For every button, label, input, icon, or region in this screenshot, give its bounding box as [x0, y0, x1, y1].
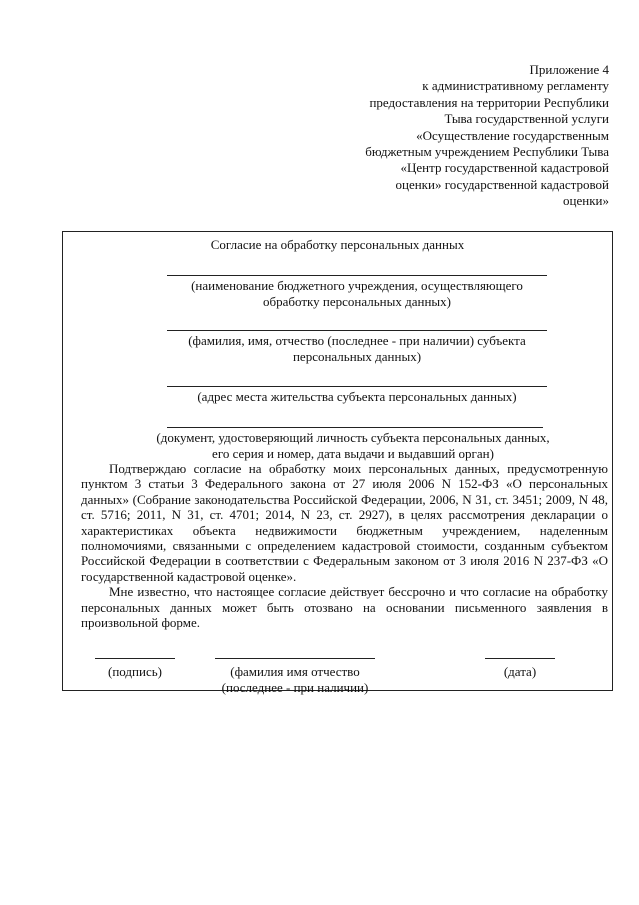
appendix-line: к административному регламенту [422, 78, 609, 94]
name-label: (фамилия имя отчество [230, 664, 360, 679]
field-caption: обработку персональных данных) [263, 293, 451, 309]
fill-in-line [167, 275, 547, 276]
institution-name-field[interactable] [167, 275, 547, 309]
appendix-line: Тыва государственной услуги [444, 111, 609, 127]
field-caption: персональных данных) [292, 348, 422, 364]
fill-in-line [167, 330, 547, 331]
fill-in-line [167, 427, 543, 428]
form-title: Согласие на обработку персональных данных [210, 237, 465, 252]
fill-in-line [95, 658, 175, 659]
appendix-line: оценки» [563, 193, 609, 209]
consent-text [81, 461, 608, 630]
consent-paragraph: Подтверждаю согласие на обработку моих персональных данных, предусмотренную пунктом 3 статьи 3 Федерального закона от 27 июля 2006 N 152-ФЗ «О персональных данных» (Собрание законодательства Российской Федерации, 2006, N 31, ст. 3451; 2009, N 48, ст. 5716; 2011, N 31, ст. 4701; 2014, N 23, ст. 2927), в целях рассмотрения декларации о характеристиках объекта недвижимости бюджетным учреждением, наделенным полномочиями, связанными с определением кадастровой стоимости, созданным субъектом Российской Федерации в соответствии с Федеральным законом от 3 июля 2016 N 237-ФЗ «О государственной кадастровой оценке». [81, 461, 608, 584]
appendix-line: «Центр государственной кадастровой [400, 160, 609, 176]
signature-label: (подпись) [108, 664, 162, 679]
appendix-line: бюджетным учреждением Республики Тыва [365, 144, 609, 160]
field-caption: (адрес места жительства субъекта персональных данных) [197, 389, 517, 404]
identity-document-field[interactable] [153, 427, 553, 461]
fill-in-line [215, 658, 375, 659]
fill-in-line [485, 658, 555, 659]
appendix-header [309, 62, 609, 210]
subject-name-field[interactable] [167, 330, 547, 364]
subject-address-field[interactable] [167, 386, 547, 405]
signer-name-field[interactable] [215, 658, 375, 696]
field-caption: (фамилия, имя, отчество (последнее - при наличии) субъекта [188, 333, 526, 348]
appendix-line: оценки» государственной кадастровой [395, 176, 609, 192]
appendix-line: Приложение 4 [529, 62, 609, 77]
appendix-line: «Осуществление государственным [416, 127, 609, 143]
field-caption: (документ, удостоверяющий личность субъекта персональных данных, [156, 430, 550, 445]
name-label-note: (последнее - при наличии) [221, 680, 369, 695]
date-field[interactable] [485, 658, 555, 680]
revocation-paragraph: Мне известно, что настоящее согласие действует бессрочно и что согласие на обработку персональных данных может быть отозвано на основании письменного заявления в произвольной форме. [81, 584, 608, 631]
date-label: (дата) [503, 664, 537, 679]
fill-in-line [167, 386, 547, 387]
field-caption: (наименование бюджетного учреждения, осуществляющего [191, 278, 523, 293]
signature-field[interactable] [95, 658, 175, 680]
field-caption: его серия и номер, дата выдачи и выдавший орган) [212, 445, 494, 461]
consent-form-frame [62, 231, 613, 695]
appendix-line: предоставления на территории Республики [369, 94, 609, 110]
